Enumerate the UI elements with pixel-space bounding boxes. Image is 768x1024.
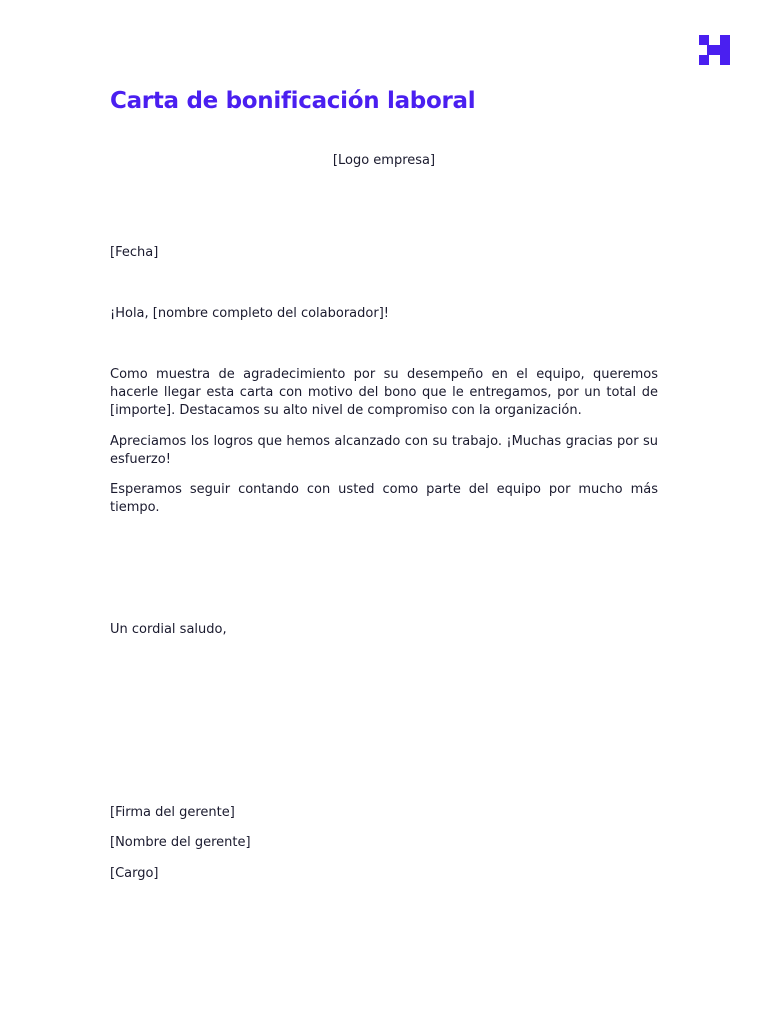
closing-line: Un cordial saludo,	[110, 622, 227, 637]
body-paragraph-3: Esperamos seguir contando con usted como parte del equipo por mucho más tiempo.	[110, 482, 658, 515]
body-paragraph-1: Como muestra de agradecimiento por su desempeño en el equipo, queremos hacerle llegar esta carta con motivo del bono que le entregamos, por un total de [importe]. Destacamos su alto nivel de compromiso con la organización.	[110, 367, 658, 418]
date-field: [Fecha]	[110, 245, 159, 260]
body-paragraph-2: Apreciamos los logros que hemos alcanzado con su trabajo. ¡Muchas gracias por su esfuerzo!	[110, 434, 658, 467]
position-field: [Cargo]	[110, 866, 159, 881]
signature-field: [Firma del gerente]	[110, 805, 235, 820]
greeting: ¡Hola, [nombre completo del colaborador]!	[110, 306, 389, 321]
page-title: Carta de bonificación laboral	[110, 88, 476, 114]
h-logo-icon	[699, 35, 730, 65]
company-logo-placeholder: [Logo empresa]	[332, 153, 436, 168]
manager-name-field: [Nombre del gerente]	[110, 835, 251, 850]
